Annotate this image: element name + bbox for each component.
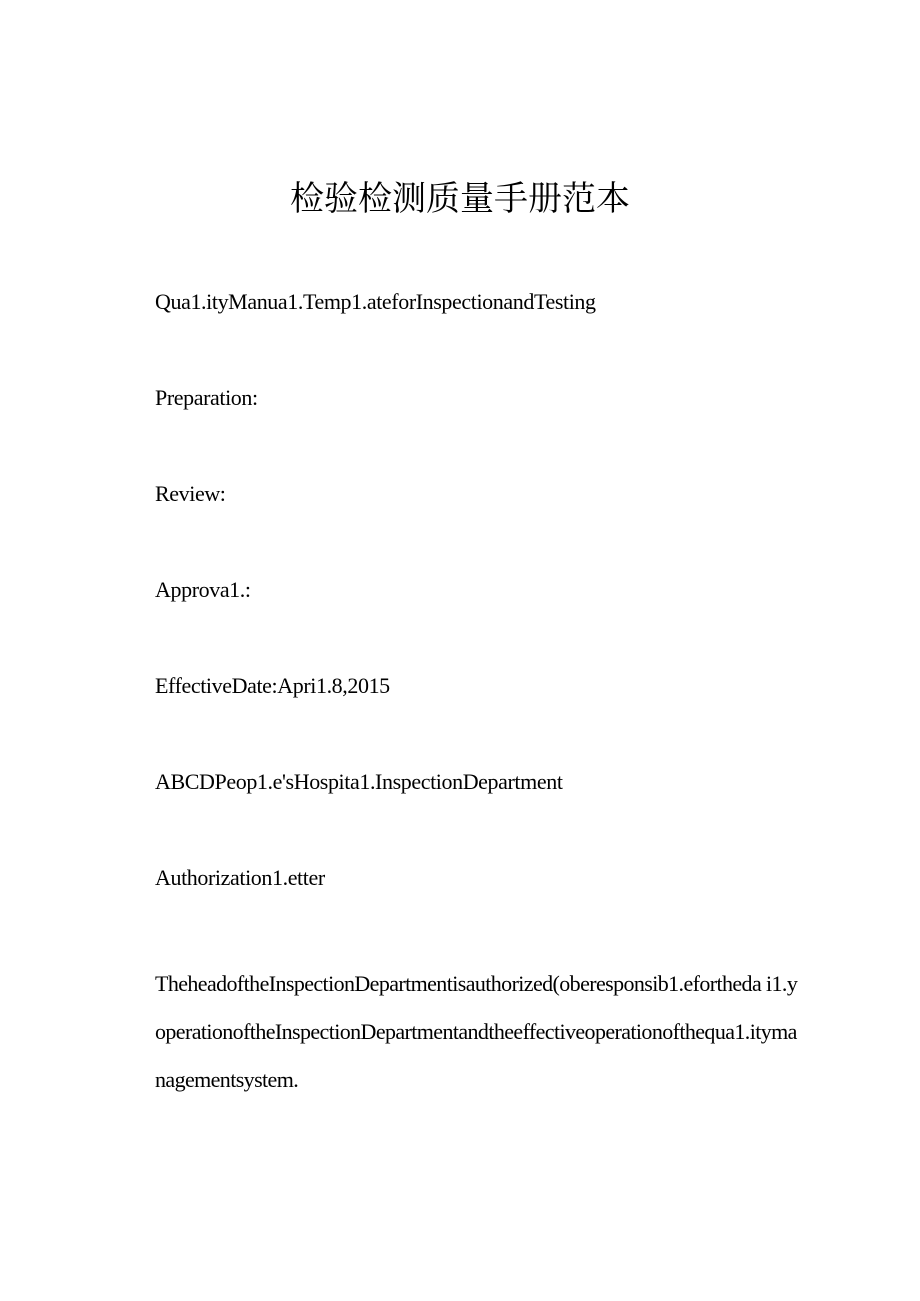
effective-date: EffectiveDate:Apri1.8,2015 bbox=[155, 673, 390, 698]
authorization-heading: Authorization1.etter bbox=[155, 865, 325, 890]
document-subtitle: Qua1.ityManua1.Temp1.ateforInspectionandTesting bbox=[155, 289, 596, 314]
preparation-field: Preparation: bbox=[155, 385, 258, 410]
document-title: 检验检测质量手册范本 bbox=[290, 179, 630, 219]
authorization-body: TheheadoftheInspectionDepartmentisauthorized(oberesponsib1.efortheda i1.yoperationoftheInspectionDepartmentandtheeffectiveoperationofthequa1.itymanagementsystem. bbox=[155, 971, 798, 1092]
organization-name: ABCDPeop1.e'sHospita1.InspectionDepartment bbox=[155, 769, 563, 794]
review-field: Review: bbox=[155, 481, 226, 506]
approval-field: Approva1.: bbox=[155, 577, 251, 602]
